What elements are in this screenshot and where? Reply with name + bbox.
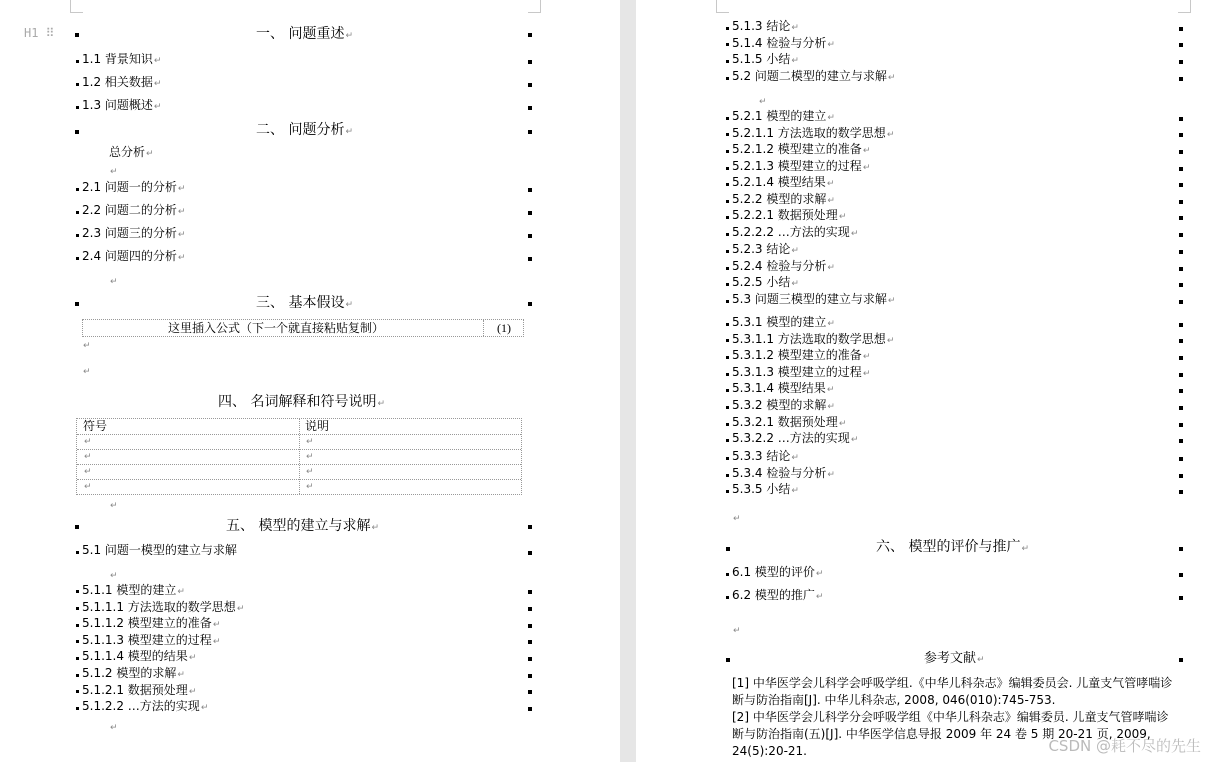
toc-item[interactable]: 5.3.2 模型的求解↵ [732,398,835,412]
toc-item[interactable]: 5.3.3 结论↵ [732,449,799,463]
toc-item[interactable]: 5.3.5 小结↵ [732,482,799,496]
heading-analysis[interactable]: 二、 问题分析↵ [256,122,353,138]
references-title[interactable]: 参考文献↵ [924,651,985,666]
crop-mark [70,0,83,13]
document-page-right: 5.1.3 结论↵ 5.1.4 检验与分析↵ 5.1.5 小结↵ 5.2 问题二模型的建立与求解↵ ↵ 5.2.1 模型的建立↵ 5.2.1.1 方法选取的数学思想↵ 5.2.1.2 模型建立的准备↵ 5.2.1.3 模型建立的过程↵ 5.2.1.4 模型结果↵ 5.2.2 模型的求解↵ 5.2.2.1 数据预处理↵ 5.2.2.2 …方法的实现↵ 5.2.3 结论↵ 5.2.4 检验与分析↵ 5.2.5 小结↵ 5.3 问题三模型的建立与求解↵ 5.3.1 模型的建立↵ 5.3.1.1 方法选取的数学思想↵ 5.3.1.2 模型建立的准备↵ 5.3.1.3 模型建立的过程↵ 5.3.1.4 模型结果↵ 5.3.2 模型的求解↵ 5.3.2.1 数据预处理↵ 5.3.2.2 …方法的实现↵ 5.3.3 结论↵ 5.3.4 检验与分析↵ 5.3.5 小结↵ ↵ 六、 模型的评价与推广↵ 6.1 模型的评价↵ 6.2 模型的推广↵ ↵ 参考文献↵ [1] 中华医学会儿科学会呼吸学组.《中华儿科杂志》编辑委员会. 儿童支气管哮喘诊断与防治指南[J]. 中华儿科杂志, 2008, 046(010):745-753. [2] 中华医学会儿科学分会呼吸学组《中华儿科杂志》编辑委员. 儿童支气管哮喘诊断与防治指南(五)[J]. 中华医学信息导报 2009 年 24 卷 5 期 20-21 页, 2009, 24(5):20-21. CSDN @耗不尽的先生 [636,0,1219,762]
toc-item[interactable]: 5.3.1.3 模型建立的过程↵ [732,365,871,379]
toc-item[interactable]: 5.3.2.2 …方法的实现↵ [732,431,859,445]
toc-item[interactable]: 5.3 问题三模型的建立与求解↵ [732,292,896,306]
toc-item[interactable]: 2.1 问题一的分析↵ [82,180,186,194]
paragraph-mark [75,33,79,37]
toc-item[interactable]: 2.4 问题四的分析↵ [82,249,186,263]
toc-item[interactable]: 5.1.1.4 模型的结果↵ [82,649,197,663]
toc-item[interactable]: 5.2.1.4 模型结果↵ [732,175,835,189]
table-row[interactable]: ↵ ↵ [77,479,521,495]
crop-mark [1178,0,1191,13]
toc-item[interactable]: 5.3.1 模型的建立↵ [732,315,835,329]
toc-item[interactable]: 5.2.1 模型的建立↵ [732,109,835,123]
toc-item[interactable]: 5.3.2.1 数据预处理↵ [732,415,847,429]
toc-item[interactable]: 5.2 问题二模型的建立与求解↵ [732,69,896,83]
toc-item[interactable]: 5.2.5 小结↵ [732,275,799,289]
toc-item[interactable]: 5.2.1.3 模型建立的过程↵ [732,159,871,173]
toc-item[interactable]: 5.1.2.1 数据预处理↵ [82,683,197,697]
heading-restatement[interactable]: 一、 问题重述↵ [256,26,353,42]
toc-item[interactable]: 5.3.1.2 模型建立的准备↵ [732,348,871,362]
equation-frame[interactable] [82,319,524,337]
toc-item[interactable]: 5.1 问题一模型的建立与求解 [82,543,237,557]
symbol-table[interactable] [76,418,522,495]
heading-terms-symbols[interactable]: 四、 名词解释和符号说明↵ [218,394,385,410]
toc-item[interactable]: 5.1.1.2 模型建立的准备↵ [82,616,221,630]
toc-item[interactable]: 5.1.2.2 …方法的实现↵ [82,699,209,713]
toc-item[interactable]: 1.1 背景知识↵ [82,52,162,66]
toc-item[interactable]: 5.3.1.4 模型结果↵ [732,381,835,395]
toc-item[interactable]: 5.1.1 模型的建立↵ [82,583,185,597]
table-row[interactable]: ↵ ↵ [77,464,521,480]
toc-item[interactable]: 5.2.2.2 …方法的实现↵ [732,225,859,239]
toc-item[interactable]: 5.1.1.3 模型建立的过程↵ [82,633,221,647]
toc-item[interactable]: 5.1.2 模型的求解↵ [82,666,185,680]
equation-number: (1) [497,321,511,335]
toc-item[interactable]: 5.3.4 检验与分析↵ [732,466,835,480]
equation-placeholder[interactable]: 这里插入公式（下一个就直接粘贴复制） [168,321,385,335]
reference-item[interactable]: [1] 中华医学会儿科学会呼吸学组.《中华儿科杂志》编辑委员会. 儿童支气管哮喘诊断与防治指南[J]. 中华儿科杂志, 2008, 046(010):745-753. [732,676,1173,707]
paragraph-mark [528,33,532,37]
toc-item[interactable]: 2.3 问题三的分析↵ [82,226,186,240]
toc-item[interactable]: 5.3.1.1 方法选取的数学思想↵ [732,332,895,346]
table-row[interactable]: ↵ ↵ [77,449,521,465]
crop-mark [716,0,729,13]
heading-model[interactable]: 五、 模型的建立与求解↵ [226,518,379,534]
toc-item[interactable]: 5.2.2.1 数据预处理↵ [732,208,847,222]
toc-item[interactable]: 5.2.1.2 模型建立的准备↵ [732,142,871,156]
toc-item[interactable]: 1.3 问题概述↵ [82,98,162,112]
table-header-description: 说明 [305,419,330,433]
crop-mark [528,0,541,13]
toc-item[interactable]: 5.2.2 模型的求解↵ [732,192,835,206]
document-page-left: H1 ⠿ 一、 问题重述↵ 1.1 背景知识↵ 1.2 相关数据↵ 1.3 问题概述↵ 二、 问题分析↵ 总分析↵ ↵ 2.1 问题一的分析↵ 2.2 问题二的分析↵ 2.3 问题三的分析↵ 2.4 问题四的分析↵ ↵ 三、 基本假设↵ 这里插入公式（下一个就直接粘贴复制） (1) ↵ ↵ 四、 名词解释和符号说明↵ 符号 说明 ↵ ↵ ↵ ↵ ↵ ↵ ↵ ↵ ↵ 五、 模型的建立与求解↵ 5.1 问题一模型的建立与求解 ↵ 5.1.1 模型的建立↵ 5.1.1.1 方法选取的数学思想↵ 5.1.1.2 模型建立的准备↵ 5.1.1.3 模型建立的过程↵ 5.1.1.4 模型的结果↵ 5.1.2 模型的求解↵ 5.1.2.1 数据预处理↵ 5.1.2.2 …方法的实现↵ ↵ [0,0,620,762]
table-row[interactable]: ↵ ↵ [77,434,521,450]
heading-style-icon[interactable]: H1 ⠿ [24,26,55,40]
table-header-symbol: 符号 [83,419,108,433]
toc-item[interactable]: 5.1.1.1 方法选取的数学思想↵ [82,600,245,614]
reference-item[interactable]: [2] 中华医学会儿科学分会呼吸学组《中华儿科杂志》编辑委员. 儿童支气管哮喘诊断与防治指南(五)[J]. 中华医学信息导报 2009 年 24 卷 5 期 20-21 页, 2009, 24(5):20-21. [732,710,1169,758]
toc-item[interactable]: 1.2 相关数据↵ [82,75,162,89]
csdn-watermark: CSDN @耗不尽的先生 [1048,737,1201,755]
toc-item[interactable]: 6.2 模型的推广↵ [732,588,824,602]
toc-item[interactable]: 5.1.4 检验与分析↵ [732,36,835,50]
toc-item[interactable]: 6.1 模型的评价↵ [732,565,824,579]
heading-evaluation[interactable]: 六、 模型的评价与推广↵ [876,539,1029,555]
toc-item[interactable]: 5.2.1.1 方法选取的数学思想↵ [732,126,895,140]
toc-item[interactable]: 5.2.3 结论↵ [732,242,799,256]
toc-item[interactable]: 5.1.3 结论↵ [732,19,799,33]
heading-assumptions[interactable]: 三、 基本假设↵ [256,295,353,311]
toc-item[interactable]: 5.1.5 小结↵ [732,52,799,66]
overall-analysis[interactable]: 总分析↵ [109,145,154,159]
toc-item[interactable]: 2.2 问题二的分析↵ [82,203,186,217]
toc-item[interactable]: 5.2.4 检验与分析↵ [732,259,835,273]
